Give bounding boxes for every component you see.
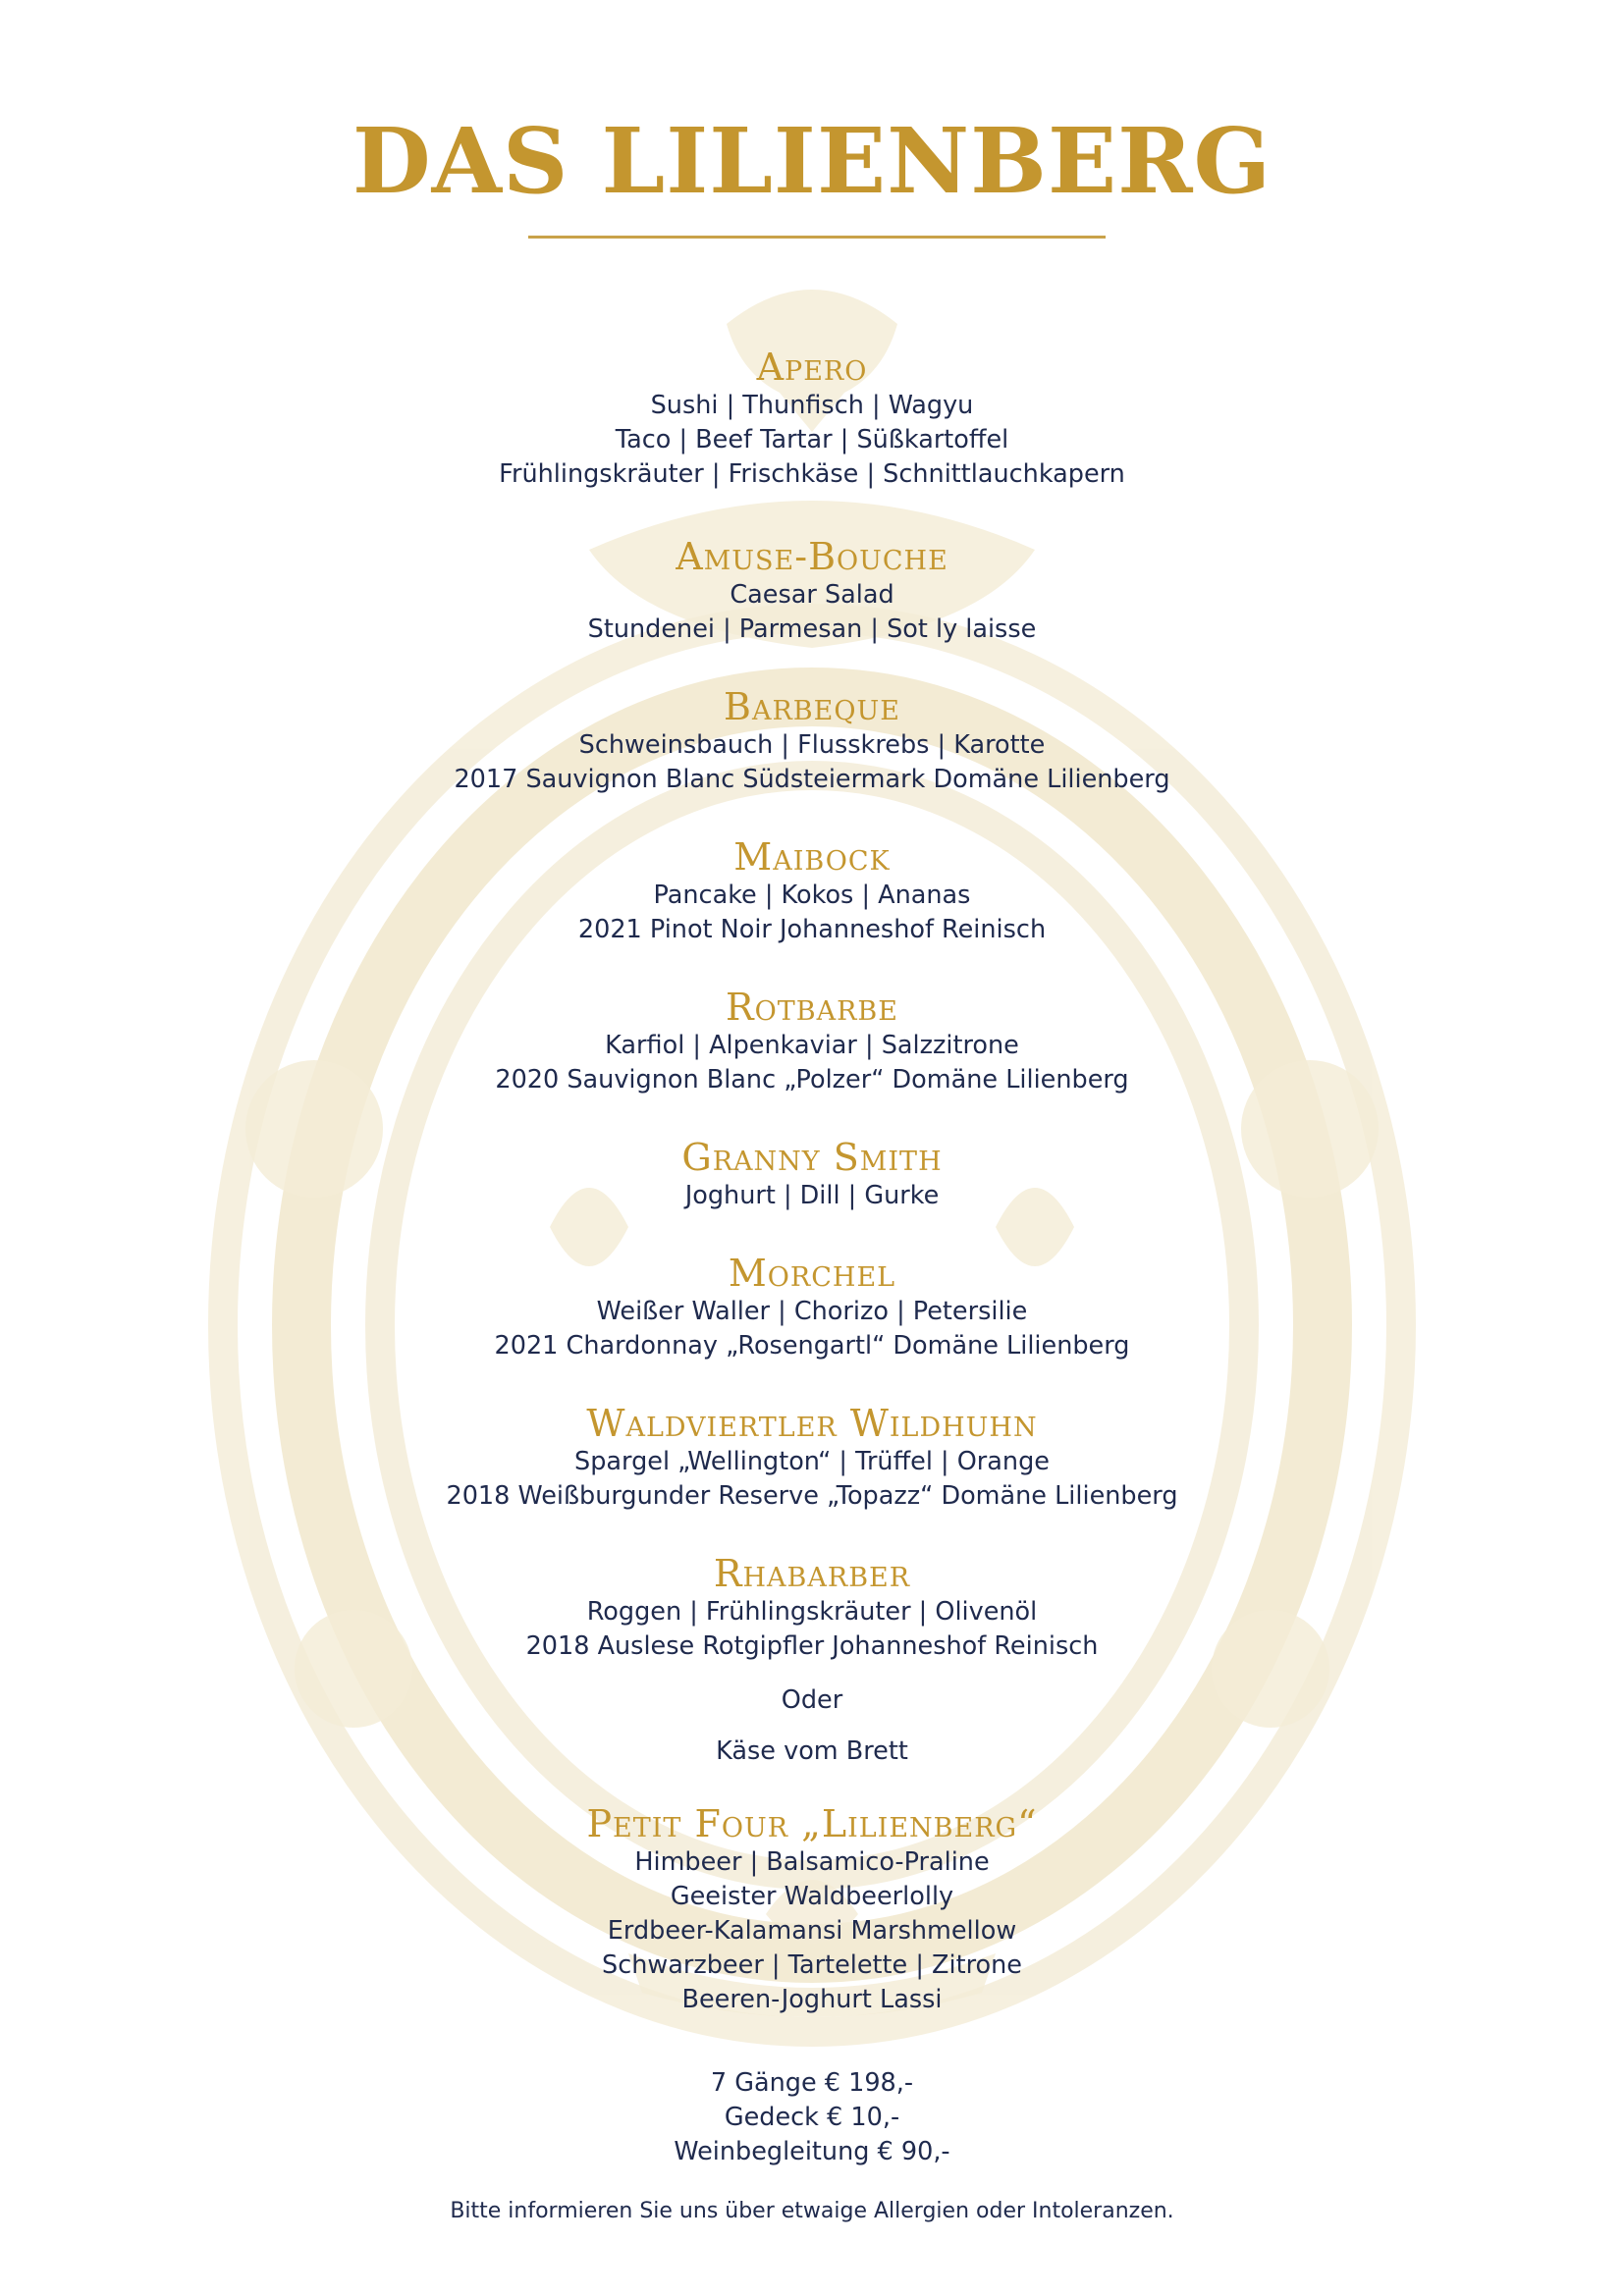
course-line: Erdbeer-Kalamansi Marshmellow <box>607 1916 1017 1946</box>
course-line: Caesar Salad <box>730 580 894 610</box>
course-line: 2021 Pinot Noir Johanneshof Reinisch <box>577 915 1047 944</box>
course-title: Amuse-Bouche <box>676 535 948 578</box>
course-title: Granny Smith <box>681 1136 943 1179</box>
course-line: 2018 Weißburgunder Reserve „Topazz“ Domäne Lilienberg <box>446 1481 1178 1511</box>
restaurant-title: DAS LILIENBERG <box>352 108 1272 214</box>
course-line: 2021 Chardonnay „Rosengartl“ Domäne Lilienberg <box>494 1331 1130 1361</box>
course-title: Rhabarber <box>713 1552 911 1595</box>
course-morchel <box>0 1252 1624 1363</box>
course-line: Schweinsbauch | Flusskrebs | Karotte <box>578 730 1046 760</box>
course-title: Waldviertler Wildhuhn <box>586 1402 1038 1445</box>
menu-price: 7 Gänge € 198,- <box>710 2068 914 2098</box>
course-waldviertler-wildhuhn <box>0 1402 1624 1514</box>
course-granny-smith <box>0 1136 1624 1213</box>
course-maibock <box>0 835 1624 947</box>
course-line: 2018 Auslese Rotgipfler Johanneshof Reinisch <box>525 1631 1099 1661</box>
course-line: Pancake | Kokos | Ananas <box>653 881 971 910</box>
course-title: Maibock <box>733 835 891 879</box>
course-line: Himbeer | Balsamico-Praline <box>634 1847 990 1877</box>
course-title: Morchel <box>728 1252 896 1295</box>
course-line: Frühlingskräuter | Frischkäse | Schnittlauchkapern <box>499 459 1125 489</box>
course-line: 2020 Sauvignon Blanc „Polzer“ Domäne Lilienberg <box>495 1065 1129 1095</box>
course-rotbarbe <box>0 986 1624 1097</box>
course-petit-four <box>0 1802 1624 2017</box>
wine-pairing-price: Weinbegleitung € 90,- <box>674 2137 950 2166</box>
course-barbeque <box>0 685 1624 797</box>
course-line: Schwarzbeer | Tartelette | Zitrone <box>602 1950 1022 1980</box>
course-rhabarber <box>0 1552 1624 1664</box>
course-title: Apero <box>756 346 868 389</box>
gedeck-price: Gedeck € 10,- <box>724 2103 900 2132</box>
course-line: 2017 Sauvignon Blanc Südsteiermark Domäne Lilienberg <box>454 765 1170 794</box>
course-title: Petit Four „Lilienberg“ <box>586 1802 1038 1845</box>
course-title: Barbeque <box>724 685 900 728</box>
title-divider <box>528 236 1106 239</box>
course-amuse-bouche <box>0 535 1624 647</box>
course-line: Joghurt | Dill | Gurke <box>684 1181 940 1210</box>
allergy-note: Bitte informieren Sie uns über etwaige Allergien oder Intoleranzen. <box>450 2199 1174 2223</box>
course-line: Beeren-Joghurt Lassi <box>681 1985 943 2014</box>
price-block <box>0 2066 1624 2169</box>
course-line: Spargel „Wellington“ | Trüffel | Orange <box>574 1447 1050 1476</box>
course-title: Rotbarbe <box>726 986 898 1029</box>
course-line: Stundenei | Parmesan | Sot ly laisse <box>587 614 1037 644</box>
course-line: Karfiol | Alpenkaviar | Salzzitrone <box>605 1031 1019 1060</box>
course-line: Weißer Waller | Chorizo | Petersilie <box>596 1297 1028 1326</box>
course-line: Sushi | Thunfisch | Wagyu <box>650 391 974 420</box>
alternative-kaese: Käse vom Brett <box>716 1736 908 1766</box>
course-line: Geeister Waldbeerlolly <box>670 1882 954 1911</box>
course-apero <box>0 346 1624 492</box>
course-line: Taco | Beef Tartar | Süßkartoffel <box>615 425 1009 454</box>
alternative-oder: Oder <box>781 1685 843 1715</box>
course-line: Roggen | Frühlingskräuter | Olivenöl <box>586 1597 1038 1627</box>
